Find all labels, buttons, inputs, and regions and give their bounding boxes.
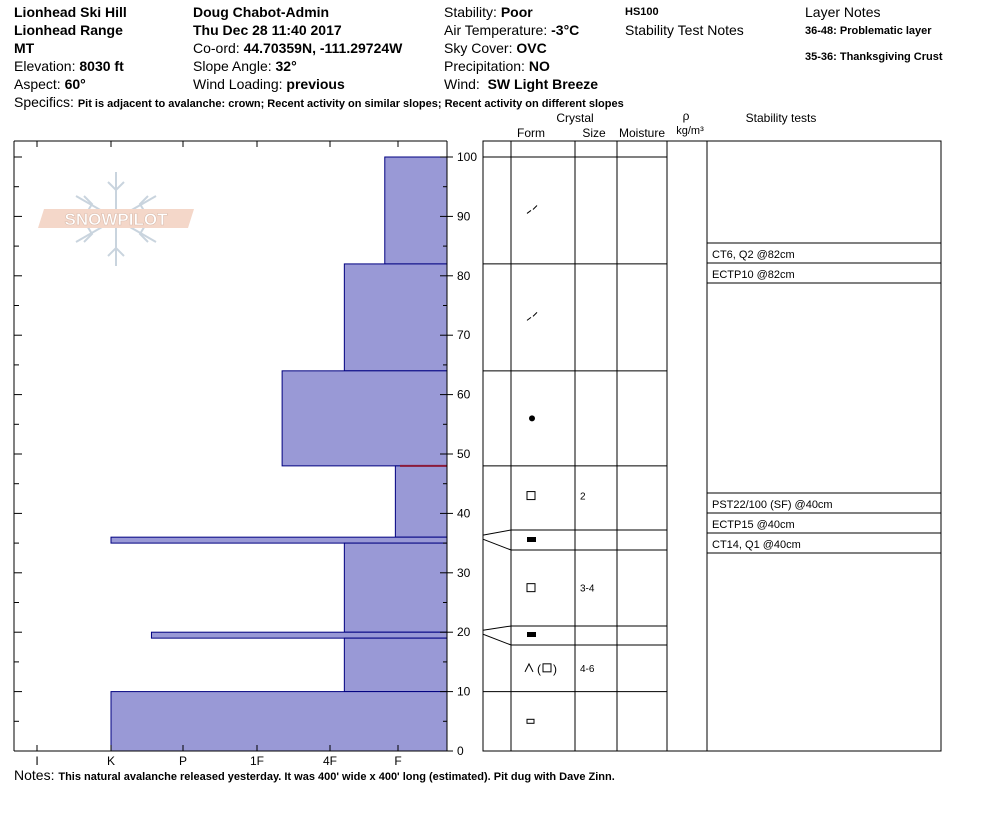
table-frame bbox=[483, 141, 941, 751]
aspect-label: Aspect: bbox=[14, 76, 61, 92]
hardness-layers bbox=[111, 157, 447, 751]
location-name: Lionhead Ski Hill bbox=[14, 4, 127, 20]
observer-name: Doug Chabot-Admin bbox=[193, 4, 330, 20]
hardness-layer-bar bbox=[282, 371, 447, 466]
depth-tick-label: 80 bbox=[457, 268, 471, 283]
sky-value: OVC bbox=[516, 40, 547, 56]
depth-tick-label: 40 bbox=[457, 506, 471, 521]
depth-tick-label: 100 bbox=[457, 150, 478, 164]
logo-text: SNOWPILOT bbox=[64, 210, 168, 229]
depth-hoar-form-icon bbox=[525, 664, 533, 672]
crust-form-icon bbox=[527, 537, 536, 542]
layer-note: 35-36: Thanksgiving Crust bbox=[805, 51, 943, 63]
stability-test-label: PST22/100 (SF) @40cm bbox=[712, 499, 833, 511]
crystal-size-label: 4-6 bbox=[580, 663, 595, 675]
coord-label: Co-ord: bbox=[193, 40, 240, 56]
decomposing-form-icon bbox=[527, 312, 537, 320]
hardness-layer-bar bbox=[151, 632, 447, 638]
wind-value: SW Light Breeze bbox=[487, 76, 599, 92]
state-name: MT bbox=[14, 40, 35, 56]
depth-hoar-paren-open: ( bbox=[537, 661, 541, 676]
moisture-header: Moisture bbox=[618, 126, 666, 140]
elevation-value: 8030 ft bbox=[79, 58, 124, 74]
stability-test-label: ECTP10 @82cm bbox=[712, 269, 795, 281]
hardness-tick-label: I bbox=[35, 754, 39, 768]
hardness-layer-bar bbox=[344, 543, 447, 632]
wind-label: Wind: bbox=[444, 76, 480, 92]
stability-tests-header: Stability tests bbox=[745, 111, 817, 125]
depth-tick-label: 10 bbox=[457, 684, 471, 699]
specifics-value: Pit is adjacent to avalanche: crown; Recent activity on similar slopes; Recent activity on different slopes bbox=[77, 98, 624, 110]
hardness-tick-label: 4F bbox=[322, 754, 338, 768]
depth-tick-label: 20 bbox=[457, 625, 471, 640]
faceted-form-icon bbox=[527, 584, 535, 592]
sky-label: Sky Cover: bbox=[444, 40, 513, 56]
stability-tests-column bbox=[707, 243, 941, 553]
crystal-size-label: 3-4 bbox=[580, 583, 595, 595]
observation-datetime: Thu Dec 28 11:40 2017 bbox=[193, 22, 342, 38]
size-header: Size bbox=[582, 126, 606, 140]
slope-value: 32° bbox=[275, 58, 297, 74]
crystal-header: Crystal bbox=[556, 111, 594, 125]
depth-tick-label: 0 bbox=[457, 744, 464, 758]
hardness-layer-bar bbox=[111, 537, 447, 543]
hardness-tick-label: P bbox=[178, 754, 188, 768]
decomposing-form-icon bbox=[527, 205, 537, 213]
wind-loading-value: previous bbox=[286, 76, 345, 92]
coord-value: 44.70359N, -111.29724W bbox=[243, 40, 403, 56]
precip-label: Precipitation: bbox=[444, 58, 525, 74]
layer-note: 36-48: Problematic layer bbox=[805, 25, 932, 37]
stability-test-label: CT6, Q2 @82cm bbox=[712, 249, 795, 261]
hardness-layer-bar bbox=[344, 638, 447, 691]
aspect-value: 60° bbox=[64, 76, 86, 92]
depth-tick-label: 90 bbox=[457, 209, 471, 224]
faceted-form-icon bbox=[543, 664, 551, 672]
stability-label: Stability: bbox=[444, 4, 497, 20]
stability-value: Poor bbox=[500, 4, 533, 20]
hardness-layer-bar bbox=[111, 692, 447, 751]
layer-table bbox=[483, 141, 941, 751]
melt-freeze-form-icon bbox=[527, 719, 534, 723]
crust-form-icon bbox=[527, 632, 536, 637]
crystal-size-label: 2 bbox=[580, 491, 586, 503]
stability-test-label: ECTP15 @40cm bbox=[712, 519, 795, 531]
faceted-form-icon bbox=[527, 492, 535, 500]
hardness-tick-label: K bbox=[106, 754, 116, 768]
precip-value: NO bbox=[528, 58, 550, 74]
notes-label: Notes: bbox=[14, 767, 55, 783]
depth-tick-label: 50 bbox=[457, 447, 471, 461]
specifics-label: Specifics: bbox=[14, 94, 74, 110]
form-header: Form bbox=[517, 126, 545, 140]
range-name: Lionhead Range bbox=[14, 22, 123, 38]
depth-tick-label: 60 bbox=[457, 387, 471, 402]
notes-value: This natural avalanche released yesterday. It was 400' wide x 400' long (estimated). Pit dug with Dave Zinn. bbox=[58, 771, 615, 783]
stability-test-notes-title: Stability Test Notes bbox=[625, 22, 744, 38]
slope-label: Slope Angle: bbox=[193, 58, 272, 74]
stability-test-label: CT14, Q1 @40cm bbox=[712, 539, 801, 551]
air-temp-value: -3°C bbox=[551, 22, 580, 38]
hardness-tick-label: 1F bbox=[249, 754, 265, 768]
rounded-form-icon bbox=[529, 415, 535, 421]
depth-tick-label: 70 bbox=[457, 328, 471, 343]
snowpilot-logo bbox=[38, 172, 194, 266]
hardness-tick-label: F bbox=[394, 754, 402, 768]
hs-value: HS100 bbox=[625, 6, 659, 18]
depth-tick-label: 30 bbox=[457, 565, 471, 580]
depth-hoar-paren-close: ) bbox=[553, 661, 557, 676]
elevation-label: Elevation: bbox=[14, 58, 76, 74]
air-temp-label: Air Temperature: bbox=[444, 22, 548, 38]
wind-loading-label: Wind Loading: bbox=[193, 76, 283, 92]
rho-header: ρ bbox=[682, 109, 690, 123]
density-unit-header: kg/m³ bbox=[676, 125, 704, 137]
hardness-layer-bar bbox=[395, 466, 447, 537]
layer-notes-title: Layer Notes bbox=[805, 4, 881, 20]
hardness-layer-bar bbox=[344, 264, 447, 371]
hardness-layer-bar bbox=[385, 157, 447, 264]
